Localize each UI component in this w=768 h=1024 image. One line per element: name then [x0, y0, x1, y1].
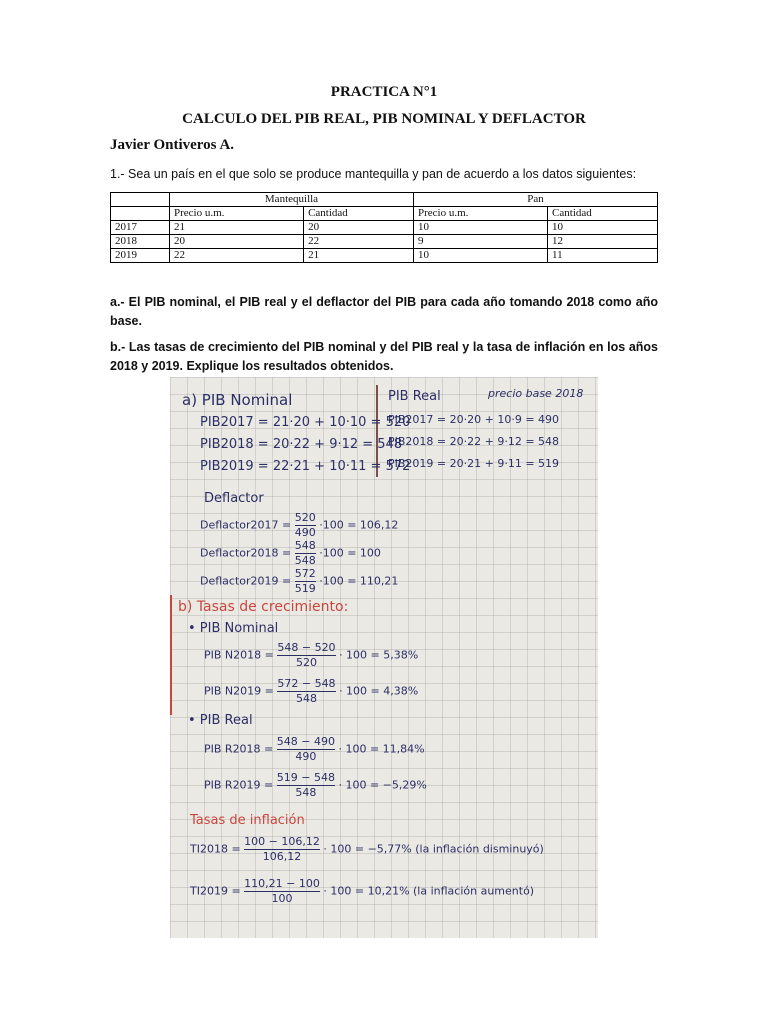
hw-real-growth-2019: [204, 771, 427, 800]
data-table: [110, 192, 658, 263]
numerator: 100 − 106,12: [244, 835, 320, 848]
hw-a-title: a) PIB Nominal: [182, 391, 293, 409]
denominator: 490: [294, 526, 316, 539]
hw-real-growth-title: • PIB Real: [188, 713, 253, 728]
hw-nominal-2018: PIB2018 = 20·22 + 9·12 = 548: [200, 437, 403, 452]
hw-deflactor-2019-result: ·100 = 110,21: [319, 574, 399, 588]
hw-deflactor-2018-result: ·100 = 100: [319, 546, 381, 560]
denominator: 548: [294, 554, 316, 567]
fraction: [277, 735, 335, 764]
table-cell: 12: [548, 235, 658, 249]
hw-gr2019-result: · 100 = −5,29%: [338, 778, 427, 792]
numerator: 519 − 548: [276, 771, 335, 784]
denominator: 106,12: [262, 850, 302, 863]
table-subheader: Precio u.m.: [413, 207, 547, 221]
table-group-mantequilla: Mantequilla: [170, 193, 414, 207]
hw-inflation-2019: [190, 877, 534, 906]
table-cell: 10: [413, 249, 547, 263]
hw-deflactor-2019: [200, 567, 398, 596]
table-cell: 20: [304, 221, 414, 235]
hw-deflactor-2017: [200, 511, 398, 540]
hw-real-2017: PIB2017 = 20·20 + 10·9 = 490: [388, 413, 560, 426]
hw-gr2018-label: PIB R2018 =: [204, 742, 274, 756]
hw-inflation-title: Tasas de inflación: [190, 813, 305, 828]
hw-real-2019: PIB2019 = 20·21 + 9·11 = 519: [388, 457, 560, 470]
hw-nominal-growth-2019: [204, 677, 418, 706]
hw-ti2018-result: · 100 = −5,77% (la inflación disminuyó): [323, 842, 544, 856]
table-corner-cell: [111, 193, 170, 207]
table-cell: 2017: [111, 221, 170, 235]
hw-deflactor-2017-result: ·100 = 106,12: [319, 518, 399, 532]
table-cell: 20: [170, 235, 304, 249]
table-cell: [111, 207, 170, 221]
table-row: [111, 221, 658, 235]
table-subheader: Cantidad: [548, 207, 658, 221]
hw-nominal-2017: PIB2017 = 21·20 + 10·10 = 520: [200, 415, 411, 430]
numerator: 548 − 490: [276, 735, 335, 748]
margin-line: [170, 595, 172, 715]
table-cell: 10: [413, 221, 547, 235]
table-subheader: Precio u.m.: [170, 207, 304, 221]
fraction: [295, 539, 316, 568]
handwritten-solution-photo: [170, 377, 598, 938]
hw-b-title: b) Tasas de crecimiento:: [178, 599, 349, 615]
hw-ti2018-label: TI2018 =: [190, 842, 241, 856]
fraction: [244, 835, 320, 864]
fraction: [244, 877, 320, 906]
hw-gn2018-result: · 100 = 5,38%: [339, 648, 419, 662]
question-a: a.- El PIB nominal, el PIB real y el deflactor del PIB para cada año tomando 2018 como año base.: [110, 295, 658, 328]
hw-ti2019-result: · 100 = 10,21% (la inflación aumentó): [323, 884, 535, 898]
fraction: [277, 677, 335, 706]
hw-real-note: precio base 2018: [488, 387, 584, 400]
table-cell: 22: [170, 249, 304, 263]
table-group-header-row: [111, 193, 658, 207]
numerator: 572 − 548: [277, 677, 336, 690]
hw-gn2019-result: · 100 = 4,38%: [339, 684, 419, 698]
hw-nominal-growth-title: • PIB Nominal: [188, 621, 279, 636]
numerator: 110,21 − 100: [244, 877, 320, 890]
table-cell: 10: [548, 221, 658, 235]
denominator: 520: [295, 656, 317, 669]
fraction: [295, 567, 316, 596]
question-1: 1.- Sea un país en el que solo se produce mantequilla y pan de acuerdo a los datos siguientes:: [110, 167, 637, 181]
numerator: 548 − 520: [277, 641, 336, 654]
hw-gn2018-label: PIB N2018 =: [204, 648, 274, 662]
numerator: 572: [294, 567, 316, 580]
fraction: [295, 511, 316, 540]
hw-deflactor-title: Deflactor: [204, 491, 264, 506]
hw-nominal-growth-2018: [204, 641, 418, 670]
hw-deflactor-2017-label: Deflactor2017 =: [200, 518, 292, 532]
table-row: [111, 249, 658, 263]
page-title: PRACTICA N°1: [330, 84, 438, 100]
hw-inflation-2018: [190, 835, 544, 864]
numerator: 520: [294, 511, 316, 524]
hw-gr2019-label: PIB R2019 =: [204, 778, 274, 792]
hw-deflactor-2018-label: Deflactor2018 =: [200, 546, 292, 560]
hw-gr2018-result: · 100 = 11,84%: [338, 742, 425, 756]
table-cell: 21: [304, 249, 414, 263]
author-name: Javier Ontiveros A.: [110, 137, 235, 153]
denominator: 519: [294, 582, 316, 595]
hw-deflactor-2018: [200, 539, 381, 568]
table-subheader: Cantidad: [304, 207, 414, 221]
question-b: b.- Las tasas de crecimiento del PIB nominal y del PIB real y la tasa de inflación en los años 2018 y 2019. Explique los resultados obtenidos.: [110, 340, 658, 373]
denominator: 548: [295, 786, 317, 799]
table-cell: 2018: [111, 235, 170, 249]
denominator: 490: [295, 750, 317, 763]
table-cell: 9: [413, 235, 547, 249]
fraction: [277, 641, 335, 670]
hw-real-growth-2018: [204, 735, 425, 764]
table-subheader-row: [111, 207, 658, 221]
hw-ti2019-label: TI2019 =: [190, 884, 241, 898]
page-subtitle: CALCULO DEL PIB REAL, PIB NOMINAL Y DEFLACTOR: [182, 111, 586, 127]
hw-nominal-2019: PIB2019 = 22·21 + 10·11 = 572: [200, 459, 411, 474]
table-cell: 11: [548, 249, 658, 263]
table-row: [111, 235, 658, 249]
numerator: 548: [294, 539, 316, 552]
hw-real-2018: PIB2018 = 20·22 + 9·12 = 548: [388, 435, 560, 448]
denominator: 548: [295, 692, 317, 705]
hw-real-title: PIB Real: [388, 389, 441, 404]
table-cell: 22: [304, 235, 414, 249]
hw-gn2019-label: PIB N2019 =: [204, 684, 274, 698]
denominator: 100: [271, 892, 293, 905]
hw-deflactor-2019-label: Deflactor2019 =: [200, 574, 292, 588]
table-group-pan: Pan: [413, 193, 657, 207]
fraction: [277, 771, 335, 800]
table-cell: 21: [170, 221, 304, 235]
table-cell: 2019: [111, 249, 170, 263]
